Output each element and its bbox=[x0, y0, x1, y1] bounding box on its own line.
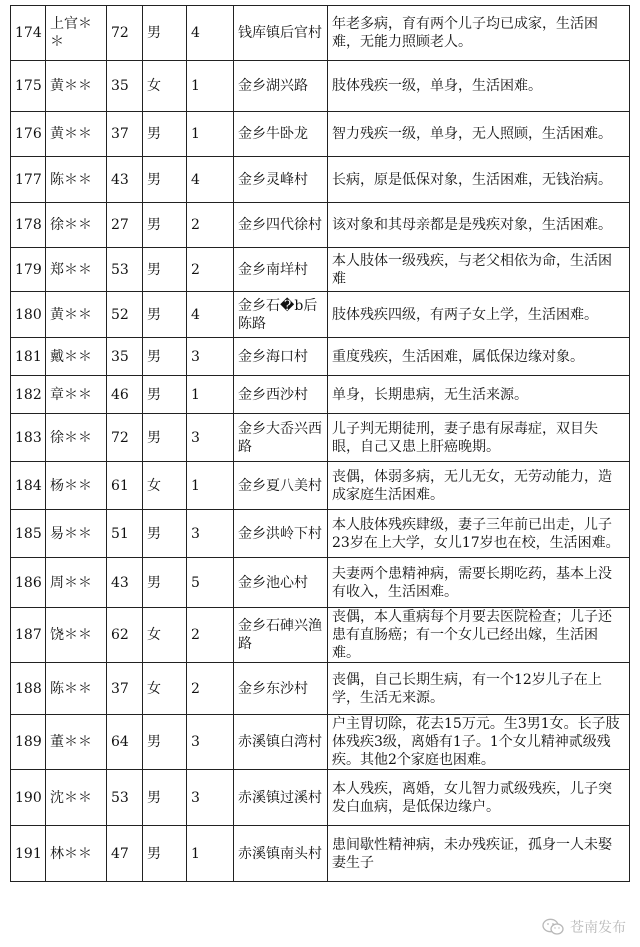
row-reason: 丧偶，自己长期生病，有一个12岁儿子在上学，生活无来源。 bbox=[328, 663, 630, 715]
row-number: 179 bbox=[11, 248, 46, 292]
row-name: 黄＊＊ bbox=[46, 61, 107, 112]
row-reason: 单身，长期患病，无生活来源。 bbox=[328, 376, 630, 414]
row-address: 金乡石硨兴渔路 bbox=[234, 608, 328, 663]
row-household-count: 1 bbox=[187, 826, 234, 882]
row-name: 沈＊＊ bbox=[46, 770, 107, 826]
row-age: 61 bbox=[107, 462, 143, 510]
row-name: 黄＊＊ bbox=[46, 292, 107, 338]
row-reason: 丧偶，体弱多病，无儿无女，无劳动能力，造成家庭生活困难。 bbox=[328, 462, 630, 510]
row-household-count: 1 bbox=[187, 376, 234, 414]
row-household-count: 3 bbox=[187, 414, 234, 462]
row-age: 53 bbox=[107, 770, 143, 826]
table-row bbox=[11, 112, 630, 157]
row-household-count: 3 bbox=[187, 715, 234, 770]
row-name: 徐＊＊ bbox=[46, 203, 107, 248]
row-age: 43 bbox=[107, 558, 143, 608]
row-sex: 男 bbox=[143, 248, 187, 292]
row-sex: 女 bbox=[143, 608, 187, 663]
row-name: 易＊＊ bbox=[46, 510, 107, 558]
row-reason: 丧偶，本人重病每个月要去医院检查；儿子还患有直肠癌；有一个女儿已经出嫁，生活困难。 bbox=[328, 608, 630, 663]
row-age: 35 bbox=[107, 61, 143, 112]
table-row bbox=[11, 558, 630, 608]
table-row bbox=[11, 376, 630, 414]
row-number: 177 bbox=[11, 157, 46, 203]
row-reason: 本人肢体一级残疾，与老父相依为命，生活困难 bbox=[328, 248, 630, 292]
row-reason: 患间歇性精神病，未办残疾证，孤身一人未娶妻生子 bbox=[328, 826, 630, 882]
table-row bbox=[11, 770, 630, 826]
row-household-count: 3 bbox=[187, 338, 234, 376]
row-name: 黄＊＊ bbox=[46, 112, 107, 157]
row-name: 周＊＊ bbox=[46, 558, 107, 608]
row-address: 金乡四代徐村 bbox=[234, 203, 328, 248]
row-reason: 本人残疾，离婚，女儿智力贰级残疾，儿子突发白血病，是低保边缘户。 bbox=[328, 770, 630, 826]
row-household-count: 4 bbox=[187, 6, 234, 61]
row-household-count: 2 bbox=[187, 203, 234, 248]
row-address: 金乡湖兴路 bbox=[234, 61, 328, 112]
table-row bbox=[11, 338, 630, 376]
row-household-count: 3 bbox=[187, 770, 234, 826]
row-household-count: 5 bbox=[187, 558, 234, 608]
row-number: 183 bbox=[11, 414, 46, 462]
row-age: 37 bbox=[107, 663, 143, 715]
row-household-count: 1 bbox=[187, 61, 234, 112]
row-sex: 男 bbox=[143, 770, 187, 826]
table-row bbox=[11, 203, 630, 248]
table-body bbox=[11, 6, 630, 882]
row-address: 金乡南垟村 bbox=[234, 248, 328, 292]
row-reason: 长病，原是低保对象，生活困难，无钱治病。 bbox=[328, 157, 630, 203]
row-address: 赤溪镇南头村 bbox=[234, 826, 328, 882]
row-sex: 男 bbox=[143, 414, 187, 462]
row-reason: 户主胃切除，花去15万元。生3男1女。长子肢体残疾3级，离婚有1子。1个女儿精神贰级残疾。其他2个家庭也困难。 bbox=[328, 715, 630, 770]
row-sex: 男 bbox=[143, 510, 187, 558]
row-name: 郑＊＊ bbox=[46, 248, 107, 292]
row-number: 178 bbox=[11, 203, 46, 248]
row-household-count: 3 bbox=[187, 510, 234, 558]
row-name: 陈＊＊ bbox=[46, 663, 107, 715]
row-address: 金乡洪岭下村 bbox=[234, 510, 328, 558]
row-household-count: 1 bbox=[187, 112, 234, 157]
row-age: 47 bbox=[107, 826, 143, 882]
row-reason: 本人肢体残疾肆级，妻子三年前已出走，儿子23岁在上大学，女儿17岁也在校，生活困难。 bbox=[328, 510, 630, 558]
row-sex: 男 bbox=[143, 338, 187, 376]
wechat-icon bbox=[542, 918, 564, 936]
table-row bbox=[11, 248, 630, 292]
watermark-text: 苍南发布 bbox=[570, 920, 626, 936]
row-age: 35 bbox=[107, 338, 143, 376]
row-address: 金乡池心村 bbox=[234, 558, 328, 608]
row-number: 174 bbox=[11, 6, 46, 61]
row-address: 钱库镇后官村 bbox=[234, 6, 328, 61]
table-row bbox=[11, 715, 630, 770]
row-sex: 男 bbox=[143, 558, 187, 608]
row-number: 190 bbox=[11, 770, 46, 826]
row-sex: 女 bbox=[143, 462, 187, 510]
row-sex: 女 bbox=[143, 663, 187, 715]
row-reason: 儿子判无期徒刑，妻子患有尿毒症，双目失眼，自己又患上肝癌晚期。 bbox=[328, 414, 630, 462]
row-address: 金乡灵峰村 bbox=[234, 157, 328, 203]
row-reason: 年老多病，育有两个儿子均已成家，生活困难，无能力照顾老人。 bbox=[328, 6, 630, 61]
row-household-count: 1 bbox=[187, 462, 234, 510]
table-row bbox=[11, 462, 630, 510]
row-address: 金乡大岙兴西路 bbox=[234, 414, 328, 462]
row-name: 章＊＊ bbox=[46, 376, 107, 414]
row-sex: 男 bbox=[143, 376, 187, 414]
row-age: 53 bbox=[107, 248, 143, 292]
row-number: 185 bbox=[11, 510, 46, 558]
row-age: 37 bbox=[107, 112, 143, 157]
row-sex: 男 bbox=[143, 112, 187, 157]
row-household-count: 2 bbox=[187, 248, 234, 292]
row-name: 戴＊＊ bbox=[46, 338, 107, 376]
row-age: 46 bbox=[107, 376, 143, 414]
row-reason: 夫妻两个患精神病，需要长期吃药，基本上没有收入，生活困难。 bbox=[328, 558, 630, 608]
table-row bbox=[11, 663, 630, 715]
row-age: 62 bbox=[107, 608, 143, 663]
row-age: 52 bbox=[107, 292, 143, 338]
row-number: 186 bbox=[11, 558, 46, 608]
row-name: 徐＊＊ bbox=[46, 414, 107, 462]
table-row bbox=[11, 6, 630, 61]
watermark bbox=[542, 917, 626, 937]
row-sex: 男 bbox=[143, 6, 187, 61]
table-row bbox=[11, 510, 630, 558]
row-sex: 女 bbox=[143, 61, 187, 112]
row-number: 176 bbox=[11, 112, 46, 157]
row-sex: 男 bbox=[143, 157, 187, 203]
row-address: 赤溪镇过溪村 bbox=[234, 770, 328, 826]
row-household-count: 4 bbox=[187, 292, 234, 338]
row-address: 金乡石�b后陈路 bbox=[234, 292, 328, 338]
row-name: 董＊＊ bbox=[46, 715, 107, 770]
row-household-count: 2 bbox=[187, 663, 234, 715]
row-household-count: 4 bbox=[187, 157, 234, 203]
table-row bbox=[11, 157, 630, 203]
row-name: 林＊＊ bbox=[46, 826, 107, 882]
table-row bbox=[11, 61, 630, 112]
row-age: 51 bbox=[107, 510, 143, 558]
row-age: 72 bbox=[107, 6, 143, 61]
row-name: 饶＊＊ bbox=[46, 608, 107, 663]
row-address: 金乡东沙村 bbox=[234, 663, 328, 715]
row-sex: 男 bbox=[143, 292, 187, 338]
row-name: 上官＊＊ bbox=[46, 6, 107, 61]
row-age: 43 bbox=[107, 157, 143, 203]
table-row bbox=[11, 826, 630, 882]
row-number: 175 bbox=[11, 61, 46, 112]
row-number: 188 bbox=[11, 663, 46, 715]
row-age: 72 bbox=[107, 414, 143, 462]
row-name: 陈＊＊ bbox=[46, 157, 107, 203]
row-address: 金乡西沙村 bbox=[234, 376, 328, 414]
assistance-table bbox=[10, 5, 630, 882]
row-name: 杨＊＊ bbox=[46, 462, 107, 510]
row-address: 金乡牛卧龙 bbox=[234, 112, 328, 157]
row-address: 金乡海口村 bbox=[234, 338, 328, 376]
table-row bbox=[11, 608, 630, 663]
row-address: 赤溪镇白湾村 bbox=[234, 715, 328, 770]
table-row bbox=[11, 414, 630, 462]
row-sex: 男 bbox=[143, 203, 187, 248]
row-number: 182 bbox=[11, 376, 46, 414]
row-age: 27 bbox=[107, 203, 143, 248]
row-address: 金乡夏八美村 bbox=[234, 462, 328, 510]
row-household-count: 2 bbox=[187, 608, 234, 663]
row-reason: 肢体残疾四级，有两子女上学，生活困难。 bbox=[328, 292, 630, 338]
table-row bbox=[11, 292, 630, 338]
row-number: 187 bbox=[11, 608, 46, 663]
row-sex: 男 bbox=[143, 715, 187, 770]
row-reason: 智力残疾一级，单身，无人照顾，生活困难。 bbox=[328, 112, 630, 157]
row-number: 180 bbox=[11, 292, 46, 338]
row-sex: 男 bbox=[143, 826, 187, 882]
row-reason: 肢体残疾一级，单身，生活困难。 bbox=[328, 61, 630, 112]
row-number: 184 bbox=[11, 462, 46, 510]
row-reason: 该对象和其母亲都是是残疾对象，生活困难。 bbox=[328, 203, 630, 248]
row-age: 64 bbox=[107, 715, 143, 770]
row-number: 181 bbox=[11, 338, 46, 376]
row-number: 189 bbox=[11, 715, 46, 770]
row-reason: 重度残疾，生活困难，属低保边缘对象。 bbox=[328, 338, 630, 376]
row-number: 191 bbox=[11, 826, 46, 882]
